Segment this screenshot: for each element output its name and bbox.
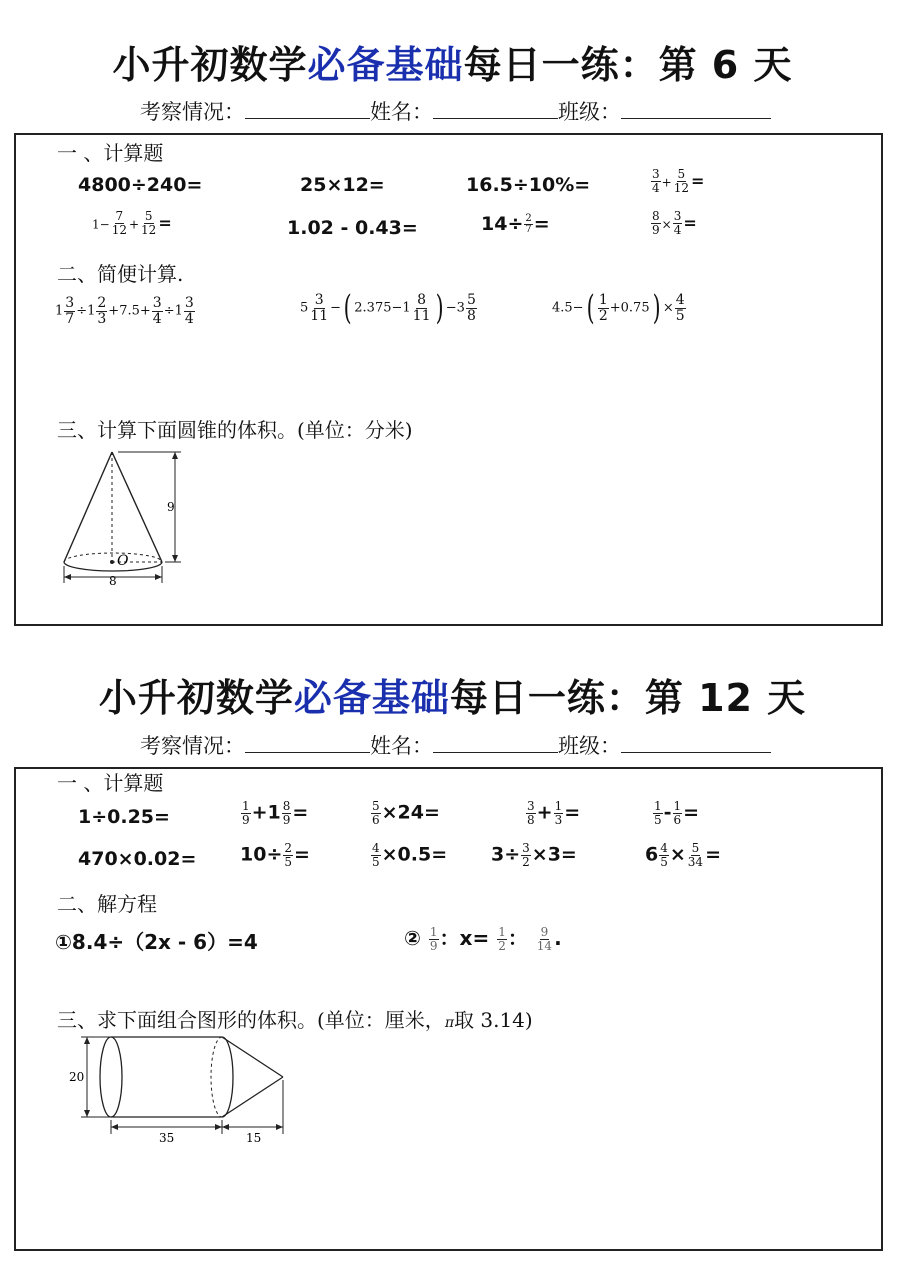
calc-2: 25×12=	[300, 174, 385, 196]
composite-solid-figure	[65, 1030, 295, 1150]
sheet2-section3-title: 三、求下面组合图形的体积。(单位：厘米，π取 3.14)	[57, 1008, 533, 1032]
calc-1: 4800÷240=	[78, 174, 203, 196]
cylinder-right-face-back	[211, 1037, 222, 1117]
calc-s2-5: $\frac{1}{5}$ - $\frac{1}{6}$ =	[654, 799, 700, 827]
cone-height-label: 9	[167, 500, 175, 514]
sheet1-title: 小升初数学必备基础每日一练：第 6 天	[112, 43, 793, 87]
cylinder-left-face	[100, 1037, 122, 1117]
simplify-3: 4.5−( $\frac{1}{2}$ +0.75) × $\frac{4}{5}$	[552, 288, 685, 328]
calc-s2-10: 6 $\frac{4}{5}$ × $\frac{5}{34}$ =	[645, 841, 721, 869]
name-field-2[interactable]	[433, 732, 558, 753]
exam-status-field[interactable]	[245, 98, 370, 119]
calc-s2-4: $\frac{3}{8}$ + $\frac{1}{3}$ =	[527, 799, 581, 827]
calc-s2-9: 3÷ $\frac{3}{2}$ ×3=	[491, 841, 577, 869]
calc-7: 14÷ $\frac{2}{7}$ =	[481, 212, 550, 235]
cone-figure	[55, 445, 195, 590]
calc-3: 16.5÷10%=	[466, 174, 591, 196]
sheet1-info-line: 考察情况： 姓名： 班级：	[140, 96, 771, 126]
calc-s2-2: $\frac{1}{9}$ +1 $\frac{8}{9}$ =	[242, 799, 309, 827]
equation-2: ② $\frac{1}{9}$ ：x= $\frac{1}{2}$ ： $\frac{9}{14}$ .	[404, 925, 562, 953]
cone-right-edge	[112, 452, 162, 562]
sheet1-section2-title: 二、简便计算.	[57, 262, 184, 286]
calc-5: 1− $\frac{7}{12}$ + $\frac{5}{12}$ =	[92, 209, 172, 237]
cone-center-dot	[110, 560, 114, 564]
calc-8: $\frac{8}{9}$ × $\frac{3}{4}$ =	[652, 209, 697, 237]
cone-center-label: O	[117, 553, 129, 569]
sheet1-section3-title: 三、计算下面圆锥的体积。(单位：分米)	[57, 418, 413, 442]
exam-status-field-2[interactable]	[245, 732, 370, 753]
class-field[interactable]	[621, 98, 771, 119]
equation-1: ①8.4÷（2x - 6）=4	[55, 930, 258, 954]
sheet2-title: 小升初数学必备基础每日一练：第 12 天	[98, 676, 807, 720]
name-field[interactable]	[433, 98, 558, 119]
calc-s2-8: $\frac{4}{5}$ ×0.5=	[372, 841, 448, 869]
sheet2-info-line: 考察情况： 姓名： 班级：	[140, 730, 771, 760]
calc-6: 1.02 - 0.43=	[287, 217, 418, 239]
class-field-2[interactable]	[621, 732, 771, 753]
calc-s2-1: 1÷0.25=	[78, 806, 170, 828]
cone-diameter-label: 8	[109, 574, 117, 588]
solid-length-label: 35	[159, 1131, 175, 1145]
sheet1-section1-title: 一 、计算题	[57, 141, 164, 165]
calc-s2-6: 470×0.02=	[78, 848, 197, 870]
cylinder-right-face-front	[222, 1037, 233, 1117]
solid-cone-length-label: 15	[246, 1131, 262, 1145]
sheet2-section2-title: 二、解方程	[57, 892, 157, 916]
solid-height-label: 20	[69, 1070, 85, 1084]
sheet2-section1-title: 一 、计算题	[57, 771, 164, 795]
simplify-2: 5 $\frac{3}{11}$ −( 2.375−1 $\frac{8}{11}$ ) −3 $\frac{5}{8}$	[300, 288, 476, 328]
simplify-1: 1 $\frac{3}{7}$ ÷1 $\frac{2}{3}$ +7.5+ $\frac{3}{4}$ ÷1 $\frac{3}{4}$	[55, 295, 194, 327]
calc-s2-7: 10÷ $\frac{2}{5}$ =	[240, 841, 310, 869]
calc-s2-3: $\frac{5}{6}$ ×24=	[372, 799, 440, 827]
calc-4: $\frac{3}{4}$ + $\frac{5}{12}$ =	[652, 167, 705, 195]
cone-left-edge	[64, 452, 112, 562]
